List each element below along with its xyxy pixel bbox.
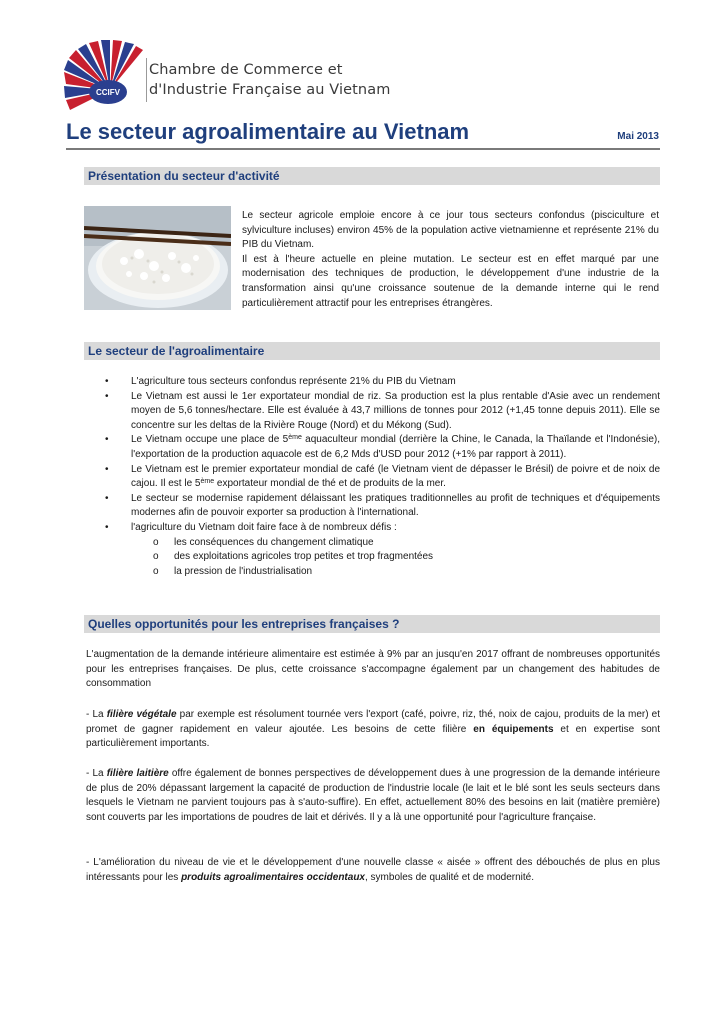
list-item-text: Le Vietnam est le premier exportateur mondial de café (le Vietnam vient de dépasser le Brésil) de poivre et de noix de cajou. Il est le 5 [131,463,660,490]
list-item [102,390,660,434]
text-run: - L'amélioration du niveau de vie et le développement d'une nouvelle classe « aisée » offrent des débouchés de plus en plus intéressants pour les [86,857,660,883]
sub-bullet-marker: o [153,551,159,563]
text-run: offre également de bonnes perspectives de développement dues à une progression de la demande intérieure de plus de 20% dépassant largement la capacité de production de l'industrie locale (le lait et le blé sont les seuls secteurs dans lesquels le Vietnam ne parvient toujours pas à s'auto-suffire). En effet, actuellement 80% des besoins en lait (matière première) sont couverts par les importations de poudres de lait et dérivés. Il y a là une opportunité pour l'agriculture française. [86,768,661,823]
logo-text: CCIFV [96,88,120,97]
org-name-line-2: d'Industrie Française au Vietnam [149,82,391,98]
paragraph-text [86,856,660,885]
sub-list-item [102,536,660,551]
ccifv-logo [62,40,146,120]
text-run: et en expertise sont particulièrement importants. [86,723,660,750]
sub-list-item-text: la pression de l'industrialisation [174,565,313,577]
list-item-text: Le Vietnam occupe une place de 5 [131,434,289,446]
intro-text [242,209,659,311]
text-run: - La [86,768,107,779]
bullet-list [102,375,660,579]
opportunities-paragraph-2 [86,708,660,752]
paragraph-text [86,708,660,752]
bullet-marker: • [105,390,109,402]
bullet-marker: • [105,492,109,504]
org-divider [146,58,147,102]
document-date: Mai 2013 [617,131,659,142]
bullet-marker: • [105,521,109,533]
list-item-text: Le Vietnam est aussi le 1er exportateur mondial de riz. Sa production est la plus rentable d'Asie avec un rendement moyen de 5,6 tonnes/hectare. Elle est évaluée à 43,7 millions de tonnes pour 2012 (+1,45 tonne depuis 2011). Elle se concentre sur les deltas de la Rivière Rouge (Nord) et du Mékong (Sud). [131,390,660,431]
document-title: Le secteur agroalimentaire au Vietnam [66,119,470,144]
sub-list-item [102,565,660,580]
intro-paragraph-1: Le secteur agricole emploie encore à ce jour tous secteurs confondus (pisciculture et sylviculture incluses) environ 45% de la population active vietnamienne et représente 21% du PIB du Vietnam. [242,210,659,251]
list-item-text: l'agriculture du Vietnam doit faire face à de nombreux défis : [131,521,397,533]
bullet-marker: • [105,463,109,475]
text-run: , symboles de qualité et de modernité. [365,871,534,883]
organization-name [149,60,390,100]
sub-bullet-marker: o [153,565,159,577]
opportunities-paragraph-3 [86,767,660,825]
list-item-text: exportateur mondial de thé et de produits de la mer. [214,478,446,490]
text-run: par exemple est résolument tournée vers l'export (café, poivre, riz, thé, noix de cajou, produits de la mer) et promet de gagner rapidement en valeur ajoutée. Les besoins de cette filière [86,709,661,735]
bullet-marker: • [105,376,109,387]
section-heading-presentation: Présentation du secteur d'activité [84,167,660,185]
list-item-text: aquaculteur mondial (derrière la Chine, le Canada, la Thaïlande et l'Indonésie), l'exportation de la production aquacole est de 6,2 Mds d'USD pour 2012 (+1% par rapport à 2011). [131,434,660,460]
rice-bowl-image [84,206,231,310]
sub-list-item-text: des exploitations agricoles trop petites et trop fragmentées [174,551,434,563]
section-heading-opportunites: Quelles opportunités pour les entreprises françaises ? [84,615,660,633]
opportunities-paragraph-4 [86,856,660,885]
sub-list-item-text: les conséquences du changement climatique [174,536,374,548]
opportunities-paragraph-1 [86,648,660,692]
intro-paragraph-2: Il est à l'heure actuelle en pleine mutation. Le secteur est en effet marqué par une modernisation des techniques de production, le développement d'une industrie de la transformation ainsi qu'une croissance soutenue de la demande interne qui le rend particulièrement attractif pour les entreprises étrangères. [242,253,659,309]
emphasis-filiere-vegetale: filière végétale [106,709,177,720]
emphasis-filiere-laitiere: filière laitière [106,768,169,779]
list-item-text: L'agriculture tous secteurs confondus représente 21% du PIB du Vietnam [131,376,456,387]
emphasis-produits-occidentaux: produits agroalimentaires occidentaux [181,871,365,883]
list-item-text: Le secteur se modernise rapidement délaissant les pratiques traditionnelles au profit de techniques et d'équipements modernes afin de pouvoir exporter sa production à l'international. [131,492,660,519]
list-item [102,463,660,492]
sub-bullet-marker: o [153,536,159,548]
title-divider [66,148,660,150]
paragraph-text: L'augmentation de la demande intérieure alimentaire est estimée à 9% par an jusqu'en 2017 offrant de nombreuses opportunités pour les entreprises françaises. De plus, cette croissance s'accompagne également par un changement des habitudes de consommation [86,649,660,690]
sub-list-item [102,550,660,565]
list-item [102,521,660,536]
org-name-line-1: Chambre de Commerce et [149,62,343,78]
text-run: - La [86,709,107,720]
bullet-marker: • [105,434,109,446]
ccifv-logo-graphic [62,40,146,120]
rice-bowl-photo [84,206,231,310]
list-item [102,433,660,462]
list-item [102,492,660,521]
list-item [102,375,660,390]
section-heading-agroalimentaire: Le secteur de l'agroalimentaire [84,342,660,360]
emphasis-equipements: en équipements [473,723,554,735]
paragraph-text [86,767,660,825]
superscript: ème [200,478,215,486]
superscript: ème [288,434,302,442]
